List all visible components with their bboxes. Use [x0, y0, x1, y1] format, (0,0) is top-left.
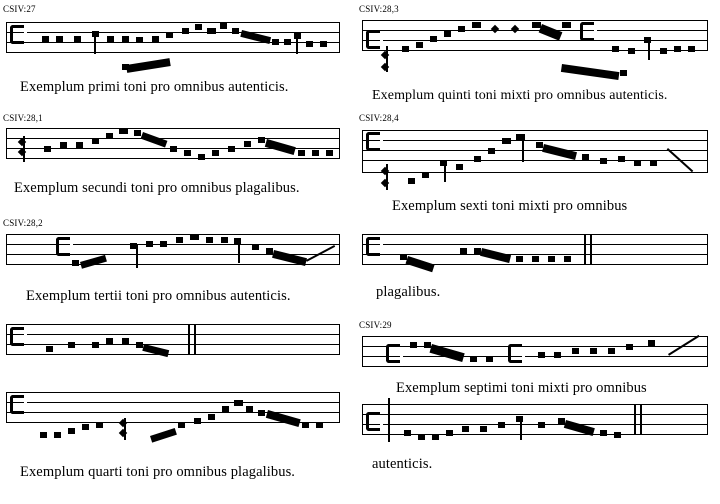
staff-line [362, 366, 708, 367]
note-head [119, 128, 128, 134]
note-head [44, 146, 51, 152]
note-head [548, 256, 555, 262]
staff-line [6, 334, 340, 335]
staff-end-bar [707, 234, 708, 265]
staff-start-bar [362, 336, 363, 367]
note-head [92, 138, 99, 144]
ligature-stroke [126, 58, 171, 73]
staff-line [362, 336, 708, 337]
note-head [536, 142, 543, 148]
note-head [122, 64, 129, 70]
ligature-stroke [141, 132, 168, 147]
c-clef-icon [56, 237, 70, 256]
note-head [122, 338, 129, 344]
caption-text: autenticis. [372, 456, 433, 472]
note-head [146, 241, 153, 247]
staff-start-bar [6, 128, 7, 159]
caption-text: Exemplum septimi toni mixti pro omnibus [396, 380, 647, 396]
note-head [194, 418, 201, 424]
note-head [232, 28, 239, 34]
note-head [498, 422, 505, 428]
note-head [572, 348, 579, 354]
note-head [618, 156, 625, 162]
double-barline [640, 404, 642, 435]
note-head [644, 37, 651, 43]
note-head [106, 338, 113, 344]
note-head [470, 356, 477, 362]
staff-line [6, 392, 340, 393]
staff-start-bar [362, 234, 363, 265]
diamond-note [119, 429, 127, 437]
staff-line [6, 128, 340, 129]
staff-line [6, 402, 340, 403]
double-barline [634, 404, 636, 435]
staff-line [362, 30, 708, 31]
staff-system-1 [6, 22, 340, 64]
staff-line [362, 140, 708, 141]
note-head [456, 164, 463, 170]
note-head [480, 426, 487, 432]
staff-line [362, 234, 708, 235]
staff-line [6, 22, 340, 23]
note-head [302, 422, 309, 428]
note-head [74, 36, 81, 42]
staff-end-bar [339, 324, 340, 355]
staff-line [6, 412, 340, 413]
note-head [440, 160, 447, 166]
system-reference: CSIV:28,2 [3, 218, 43, 228]
note-head [96, 422, 103, 428]
note-head [182, 28, 189, 34]
diamond-note [381, 51, 389, 59]
note-head [590, 348, 597, 354]
right-column [356, 0, 720, 504]
note-head [410, 342, 417, 348]
note-head [252, 244, 259, 250]
note-head [312, 150, 319, 156]
note-head [122, 36, 129, 42]
note-head [234, 238, 241, 244]
note-head [326, 150, 333, 156]
note-head [212, 150, 219, 156]
note-head [320, 41, 327, 47]
diamond-note [381, 63, 389, 71]
note-head [136, 342, 143, 348]
staff-system-3 [6, 234, 340, 280]
custos-stem [388, 398, 390, 442]
diamond-note [381, 167, 389, 175]
staff-line [6, 324, 340, 325]
staff-system-7 [362, 130, 708, 186]
note-head [92, 342, 99, 348]
staff-start-bar [362, 20, 363, 51]
note-head [92, 31, 99, 37]
system-reference: CSIV:27 [3, 4, 36, 14]
note-head [166, 32, 173, 38]
note-head [206, 237, 213, 243]
note-head [674, 46, 681, 52]
note-head [221, 237, 228, 243]
c-clef-icon [580, 22, 594, 41]
note-head [306, 41, 313, 47]
system-reference: CSIV:28,1 [3, 113, 43, 123]
note-head [582, 154, 589, 160]
staff-line [6, 344, 340, 345]
staff-line [362, 254, 708, 255]
staff-end-bar [707, 336, 708, 367]
staff-start-bar [362, 404, 363, 435]
note-head [688, 46, 695, 52]
c-clef-icon [386, 344, 400, 363]
diamond-note [119, 419, 127, 427]
staff-system-10 [362, 404, 708, 452]
note-head [266, 248, 273, 254]
note-head [432, 434, 439, 440]
note-head [600, 430, 607, 436]
caption-text: plagalibus. [376, 284, 441, 300]
note-head [422, 172, 429, 178]
ligature-stroke [561, 64, 620, 80]
note-head [198, 154, 205, 160]
c-clef-icon [10, 395, 24, 414]
note-head [54, 432, 61, 438]
note-head [614, 432, 621, 438]
ligature-stroke [539, 24, 563, 41]
staff-system-9 [362, 336, 708, 378]
note-head [316, 422, 323, 428]
note-head [294, 33, 301, 39]
note-head [650, 160, 657, 166]
staff-end-bar [339, 128, 340, 159]
staff-system-5 [6, 392, 340, 446]
staff-start-bar [6, 392, 7, 423]
ligature-stroke [542, 144, 577, 160]
diamond-note [511, 25, 519, 33]
staff-line [362, 404, 708, 405]
note-head [446, 430, 453, 436]
c-clef-icon [366, 30, 380, 49]
staff-end-bar [339, 392, 340, 423]
staff-line [6, 52, 340, 53]
note-head [68, 428, 75, 434]
note-head [130, 243, 137, 249]
double-barline [590, 234, 592, 265]
note-head [532, 256, 539, 262]
c-clef-icon [366, 412, 380, 431]
note-head [600, 158, 607, 164]
c-clef-icon [366, 132, 380, 151]
note-head [474, 156, 481, 162]
double-barline [194, 324, 196, 355]
note-head [408, 178, 415, 184]
note-head [178, 422, 185, 428]
staff-system-4 [6, 324, 340, 370]
note-head [564, 256, 571, 262]
note-head [430, 36, 437, 42]
ligature-stroke [150, 428, 177, 443]
caption-text: Exemplum sexti toni mixti pro omnibus [392, 198, 628, 214]
note-head [46, 346, 53, 352]
staff-start-bar [6, 234, 7, 265]
note-head [634, 160, 641, 166]
note-head [562, 22, 571, 28]
double-barline [188, 324, 190, 355]
note-head [554, 352, 561, 358]
note-head [222, 406, 229, 412]
note-head [612, 46, 619, 52]
c-clef-icon [10, 25, 24, 44]
note-head [488, 148, 495, 154]
note-head [170, 146, 177, 152]
note-head [460, 248, 467, 254]
note-head [404, 430, 411, 436]
staff-system-6 [362, 20, 708, 76]
staff-start-bar [6, 22, 7, 53]
staff-line [6, 138, 340, 139]
note-head [660, 48, 667, 54]
note-head [152, 36, 159, 42]
ligature-stroke [142, 344, 169, 357]
note-head [40, 432, 47, 438]
note-head [82, 424, 89, 430]
note-head [258, 137, 265, 143]
note-head [458, 26, 465, 32]
caption-text: Exemplum quinti toni mixti pro omnibus autenticis. [372, 88, 668, 103]
note-head [246, 406, 253, 412]
c-clef-icon [366, 237, 380, 256]
c-clef-icon [508, 344, 522, 363]
note-head [220, 23, 227, 29]
staff-system-8 [362, 234, 708, 282]
note-head [228, 146, 235, 152]
note-head [516, 256, 523, 262]
system-reference: CSIV:29 [359, 320, 392, 330]
note-head [107, 36, 114, 42]
note-head [626, 344, 633, 350]
double-barline [584, 234, 586, 265]
diamond-note [18, 138, 26, 146]
staff-line [362, 50, 708, 51]
staff-line [362, 356, 708, 357]
note-head [134, 130, 141, 136]
system-reference: CSIV:28,4 [359, 113, 399, 123]
note-head [195, 24, 202, 30]
note-head [76, 142, 83, 148]
caption-text: Exemplum tertii toni pro omnibus autenticis. [26, 288, 291, 304]
diamond-note [18, 148, 26, 156]
staff-end-bar [707, 404, 708, 435]
c-clef-icon [10, 327, 24, 346]
note-head [628, 48, 635, 54]
note-head [106, 133, 113, 139]
staff-start-bar [6, 324, 7, 355]
note-head [60, 142, 67, 148]
ligature-stroke [80, 255, 107, 269]
caption-text: Exemplum primi toni pro omnibus autenticis. [20, 79, 289, 95]
note-head [516, 416, 523, 422]
staff-line [362, 424, 708, 425]
note-head [190, 234, 199, 240]
note-head [620, 70, 627, 76]
note-head [208, 414, 215, 420]
staff-line [6, 234, 340, 235]
left-column [0, 0, 352, 504]
staff-end-bar [707, 130, 708, 173]
diamond-note [491, 25, 499, 33]
note-head [472, 22, 481, 28]
staff-line [362, 20, 708, 21]
staff-system-2 [6, 128, 340, 174]
ligature-stroke [406, 256, 435, 272]
staff-line [6, 264, 340, 265]
note-head [516, 134, 525, 140]
note-head [416, 42, 423, 48]
note-head [444, 31, 451, 37]
staff-line [6, 354, 340, 355]
note-head [418, 434, 425, 440]
staff-end-bar [339, 22, 340, 53]
note-head [160, 241, 167, 247]
note-head [176, 237, 183, 243]
staff-line [362, 40, 708, 41]
caption-text: Exemplum secundi toni pro omnibus plagalibus. [14, 180, 300, 196]
system-reference: CSIV:28,3 [359, 4, 399, 14]
staff-end-bar [339, 234, 340, 265]
note-head [42, 36, 49, 42]
staff-line [362, 244, 708, 245]
staff-start-bar [362, 130, 363, 173]
note-head [502, 138, 511, 144]
staff-line [362, 414, 708, 415]
staff-end-bar [707, 20, 708, 51]
note-head [538, 422, 545, 428]
staff-line [362, 172, 708, 173]
note-head [56, 36, 63, 42]
note-head [72, 260, 79, 266]
staff-line [362, 434, 708, 435]
note-head [462, 426, 469, 432]
note-head [648, 340, 655, 346]
note-head [184, 150, 191, 156]
note-head [207, 28, 216, 34]
note-head [486, 356, 493, 362]
note-head [136, 37, 143, 43]
staff-line [6, 158, 340, 159]
staff-line [362, 150, 708, 151]
diamond-note [381, 179, 389, 187]
staff-line [362, 130, 708, 131]
note-head [538, 352, 545, 358]
note-head [402, 46, 409, 52]
caption-text: Exemplum quarti toni pro omnibus plagalibus. [20, 464, 296, 480]
ligature-stroke [265, 139, 296, 155]
note-head [258, 410, 265, 416]
staff-line [6, 32, 340, 33]
note-head [298, 150, 305, 156]
note-head [272, 39, 279, 45]
note-head [284, 39, 291, 45]
note-head [608, 348, 615, 354]
note-head [234, 400, 243, 406]
note-head [244, 141, 251, 147]
ligature-stroke [480, 248, 511, 263]
note-head [68, 342, 75, 348]
